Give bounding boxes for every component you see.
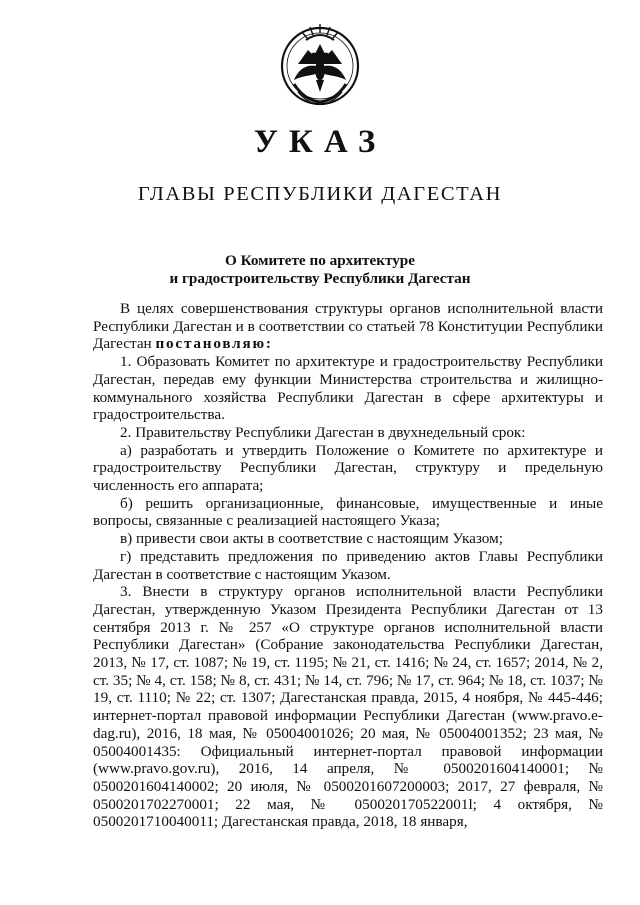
clause-2c: в) привести свои акты в соответствие с настоящим Указом;	[120, 530, 503, 548]
document-title-line-1: О Комитете по архитектуре	[225, 252, 415, 269]
document-issuer-heading: ГЛАВЫ РЕСПУБЛИКИ ДАГЕСТАН	[137, 183, 503, 205]
intro-text: В целях совершенствования структуры органов исполнительной власти Республики Дагестан и в соответствии со статьей 78 Конституции Республики Дагестан	[93, 300, 603, 353]
decree-body	[93, 300, 603, 831]
resolve-word: постановляю:	[155, 335, 273, 353]
clause-3: 3. Внести в структуру органов исполнительной власти Республики Дагестан, утвержденную Указом Президента Республики Дагестан от 13 сентября 2013 г. № 257 «О структуре органов исполнительной власти Республики Дагестан» (Собрание законодательства Республики Дагестан, 2013, № 17, ст. 1087; № 19, ст. 1195; № 21, ст. 1416; № 24, ст. 1657; 2014, № 2, ст. 35; № 4, ст. 158; № 8, ст. 431; № 14, ст. 796; № 17, ст. 964; № 18, ст. 1037; № 19, ст. 1110; № 22; ст. 1307; Дагестанская правда, 2015, 4 ноября, № 445-446; интернет-портал правовой информации Республики Дагестан (www.pravo.e-dag.ru), 2016, 18 мая, № 05004001026; 20 мая, № 05004001352; 23 мая, № 05004001435: Официальный интернет-портал правовой информации (www.pravo.gov.ru), 2016, 14 апреля, № 0500201604140001; № 0500201604140002; 20 июля, № 0500201607200003; 2017, 27 февраля, № 0500201702270001; 22 мая, № 050020170522001l; 4 октября, № 0500201710040011; Дагестанская правда, 2018, 18 января,	[93, 583, 603, 831]
document-title-line-2: и градостроительству Республики Дагестан	[169, 270, 471, 287]
coat-of-arms-dagestan-icon	[276, 20, 364, 108]
clause-2d: г) представить предложения по приведению актов Главы Республики Дагестан в соответствие с настоящим Указом.	[93, 547, 603, 583]
clause-2b: б) решить организационные, финансовые, имущественные и иные вопросы, связанные с реализацией настоящего Указа;	[93, 494, 603, 530]
document-title	[0, 252, 640, 288]
document-type-heading: УКАЗ	[253, 124, 387, 160]
clause-2a: а) разработать и утвердить Положение о Комитете по архитектуре и градостроительству Республики Дагестан, структуру и предельную численность его аппарата;	[93, 441, 603, 495]
clause-1: 1. Образовать Комитет по архитектуре и градостроительству Республики Дагестан, передав ему функции Министерства строительства и жилищно-коммунального хозяйства Республики Дагестан в сфере архитектуры и градостроительства.	[93, 353, 603, 424]
clause-2: 2. Правительству Республики Дагестан в двухнедельный срок:	[120, 423, 526, 441]
intro-paragraph	[93, 300, 603, 353]
